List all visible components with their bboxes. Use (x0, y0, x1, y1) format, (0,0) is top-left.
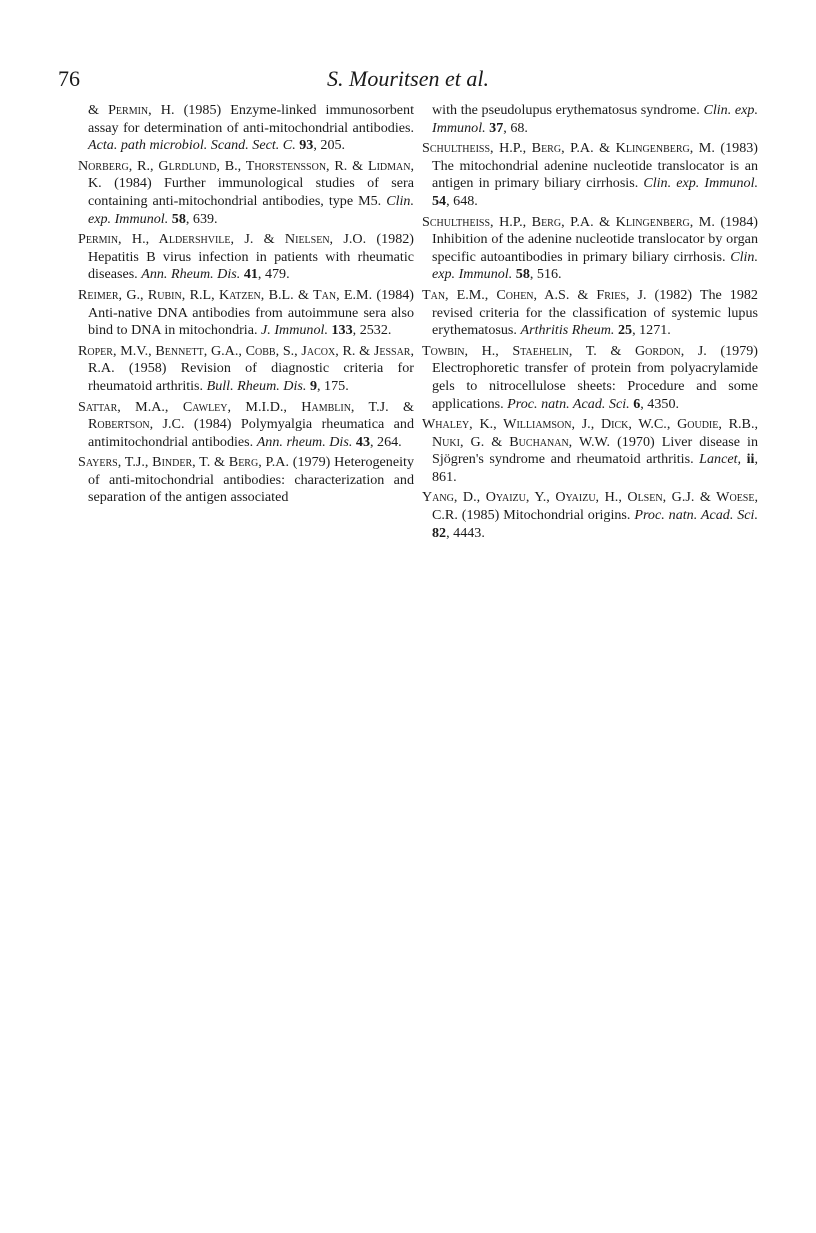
reference-authors: Sayers, T.J., Binder, T. & Berg, P.A. (78, 454, 290, 471)
reference-entry: Towbin, H., Staehelin, T. & Gordon, J. (1979) Electrophoretic transfer of protein from polyacrylamide gels to nitrocellulose sheets: Procedure and some applications. Proc. natn. Acad. Sci. 6, 4350. (422, 342, 758, 412)
reference-authors: Roper, M.V., Bennett, G.A., Cobb, S., Jacox, R. & Jessar, R.A. (78, 342, 414, 377)
reference-journal: Bull. Rheum. Dis. (206, 377, 307, 394)
reference-entry: Schultheiss, H.P., Berg, P.A. & Klingenberg, M. (1983) The mitochondrial adenine nucleotide translocator is an antigen in primary biliary cirrhosis. Clin. exp. Immunol. 54, 648. (422, 140, 759, 209)
reference-authors: Sattar, M.A., Cawley, M.I.D., Hamblin, T.J. & Robertson, J.C. (78, 398, 414, 433)
reference-volume: 58 (515, 266, 530, 283)
reference-entry: Roper, M.V., Bennett, G.A., Cobb, S., Jacox, R. & Jessar, R.A. (1958) Revision of diagnostic criteria for rheumatoid arthritis. Bull. Rheum. Dis. 9, 175. (78, 342, 414, 394)
reference-entry: Reimer, G., Rubin, R.L, Katzen, B.L. & Tan, E.M. (1984) Anti-native DNA antibodies from autoimmune sera also bind to DNA in mitochondria. J. Immunol. 133, 2532. (78, 286, 414, 339)
reference-volume: 6 (633, 395, 641, 412)
reference-journal: Lancet, (699, 451, 742, 468)
reference-entry: Whaley, K., Williamson, J., Dick, W.C., Goudie, R.B., Nuki, G. & Buchanan, W.W. (1970) Liver disease in Sjögren's syndrome and rheumatoid arthritis. Lancet, ii, 861. (422, 416, 758, 485)
reference-entry: Sattar, M.A., Cawley, M.I.D., Hamblin, T.J. & Robertson, J.C. (1984) Polymyalgia rheumatica and antimitochondrial antibodies. Ann. rheum. Dis. 43, 264. (78, 398, 415, 450)
references-right-column (422, 102, 758, 545)
reference-volume: 25 (617, 322, 633, 339)
reference-entry: Sayers, T.J., Binder, T. & Berg, P.A. (1979) Heterogeneity of anti-mitochondrial antibodies: characterization and separation of the antigen associated (78, 454, 414, 506)
reference-authors: Norberg, R., Glrdlund, B., Thorstensson, R. & Lidman, K. (78, 157, 414, 192)
reference-entry: Norberg, R., Glrdlund, B., Thorstensson, R. & Lidman, K. (1984) Further immunological studies of sera containing anti-mitochondrial antibodies, type M5. Clin. exp. Immunol. 58, 639. (78, 157, 414, 227)
reference-volume: 43 (355, 433, 370, 450)
references-left-column (78, 102, 414, 510)
running-head: S. Mouritsen et al. (327, 66, 489, 91)
reference-authors: Reimer, G., Rubin, R.L, Katzen, B.L. & Tan, E.M. (78, 286, 373, 303)
reference-journal: Ann. Rheum. Dis. (141, 266, 241, 283)
reference-authors: Schultheiss, H.P., Berg, P.A. & Klingenberg, M. (422, 213, 715, 230)
reference-journal: Acta. path microbiol. Scand. Sect. C. (88, 137, 296, 154)
page-number: 76 (58, 66, 80, 91)
reference-authors: Tan, E.M., Cohen, A.S. & Fries, J. (422, 286, 647, 303)
reference-entry: & Permin, H. (1985) Enzyme-linked immunosorbent assay for determination of anti-mitochondrial antibodies. Acta. path microbiol. Scand. Sect. C. 93, 205. (88, 102, 414, 154)
reference-volume: 37 (489, 119, 504, 136)
reference-volume: 54 (432, 192, 447, 209)
reference-authors: Yang, D., Oyaizu, Y., Oyaizu, H., Olsen, G.J. & Woese, C.R. (422, 489, 758, 524)
reference-authors: Permin, H. (108, 102, 175, 118)
reference-journal: Ann. rheum. Dis. (256, 433, 353, 450)
reference-volume: 58 (171, 210, 186, 227)
reference-journal: Clin. exp. Immunol. (88, 192, 414, 227)
reference-entry: Permin, H., Aldershvile, J. & Nielsen, J.O. (1982) Hepatitis B virus infection in patients with rheumatic diseases. Ann. Rheum. Dis. 41, 479. (78, 231, 414, 283)
reference-journal: J. Immunol. (261, 322, 328, 339)
reference-authors: Whaley, K., Williamson, J., Dick, W.C., Goudie, R.B., Nuki, G. & Buchanan, W.W. (422, 416, 758, 450)
reference-volume: ii (746, 451, 755, 468)
reference-volume: 82 (432, 524, 447, 541)
reference-journal: Proc. natn. Acad. Sci. (507, 395, 630, 412)
reference-entry: with the pseudolupus erythematosus syndrome. Clin. exp. Immunol. 37, 68. (432, 102, 758, 136)
reference-authors: Schultheiss, H.P., Berg, P.A. & Klingenberg, M. (422, 140, 715, 157)
reference-entry: Yang, D., Oyaizu, Y., Oyaizu, H., Olsen, G.J. & Woese, C.R. (1985) Mitochondrial origins. Proc. natn. Acad. Sci. 82, 4443. (422, 489, 758, 541)
reference-volume: 93 (299, 137, 314, 154)
reference-journal: Clin. exp. Immunol. (432, 102, 758, 136)
reference-journal: Clin. exp. Immunol. (643, 175, 759, 192)
reference-authors: Towbin, H., Staehelin, T. & Gordon, J. (422, 342, 707, 359)
reference-volume: 41 (243, 266, 258, 283)
reference-entry: Tan, E.M., Cohen, A.S. & Fries, J. (1982) The 1982 revised criteria for the classification of systemic lupus erythematosus. Arthritis Rheum. 25, 1271. (422, 286, 758, 339)
reference-authors: Permin, H., Aldershvile, J. & Nielsen, J.O. (78, 231, 367, 248)
reference-journal: Arthritis Rheum. (520, 322, 615, 339)
reference-journal: Clin. exp. Immunol. (432, 248, 758, 283)
reference-volume: 9 (309, 377, 317, 394)
reference-entry: Schultheiss, H.P., Berg, P.A. & Klingenberg, M. (1984) Inhibition of the adenine nucleotide translocator by organ specific autoantibodies in primary biliary cirrhosis. Clin. exp. Immunol. 58, 516. (422, 213, 758, 283)
page-header (58, 66, 758, 106)
reference-volume: 133 (331, 322, 353, 339)
reference-journal: Proc. natn. Acad. Sci. (634, 507, 758, 524)
